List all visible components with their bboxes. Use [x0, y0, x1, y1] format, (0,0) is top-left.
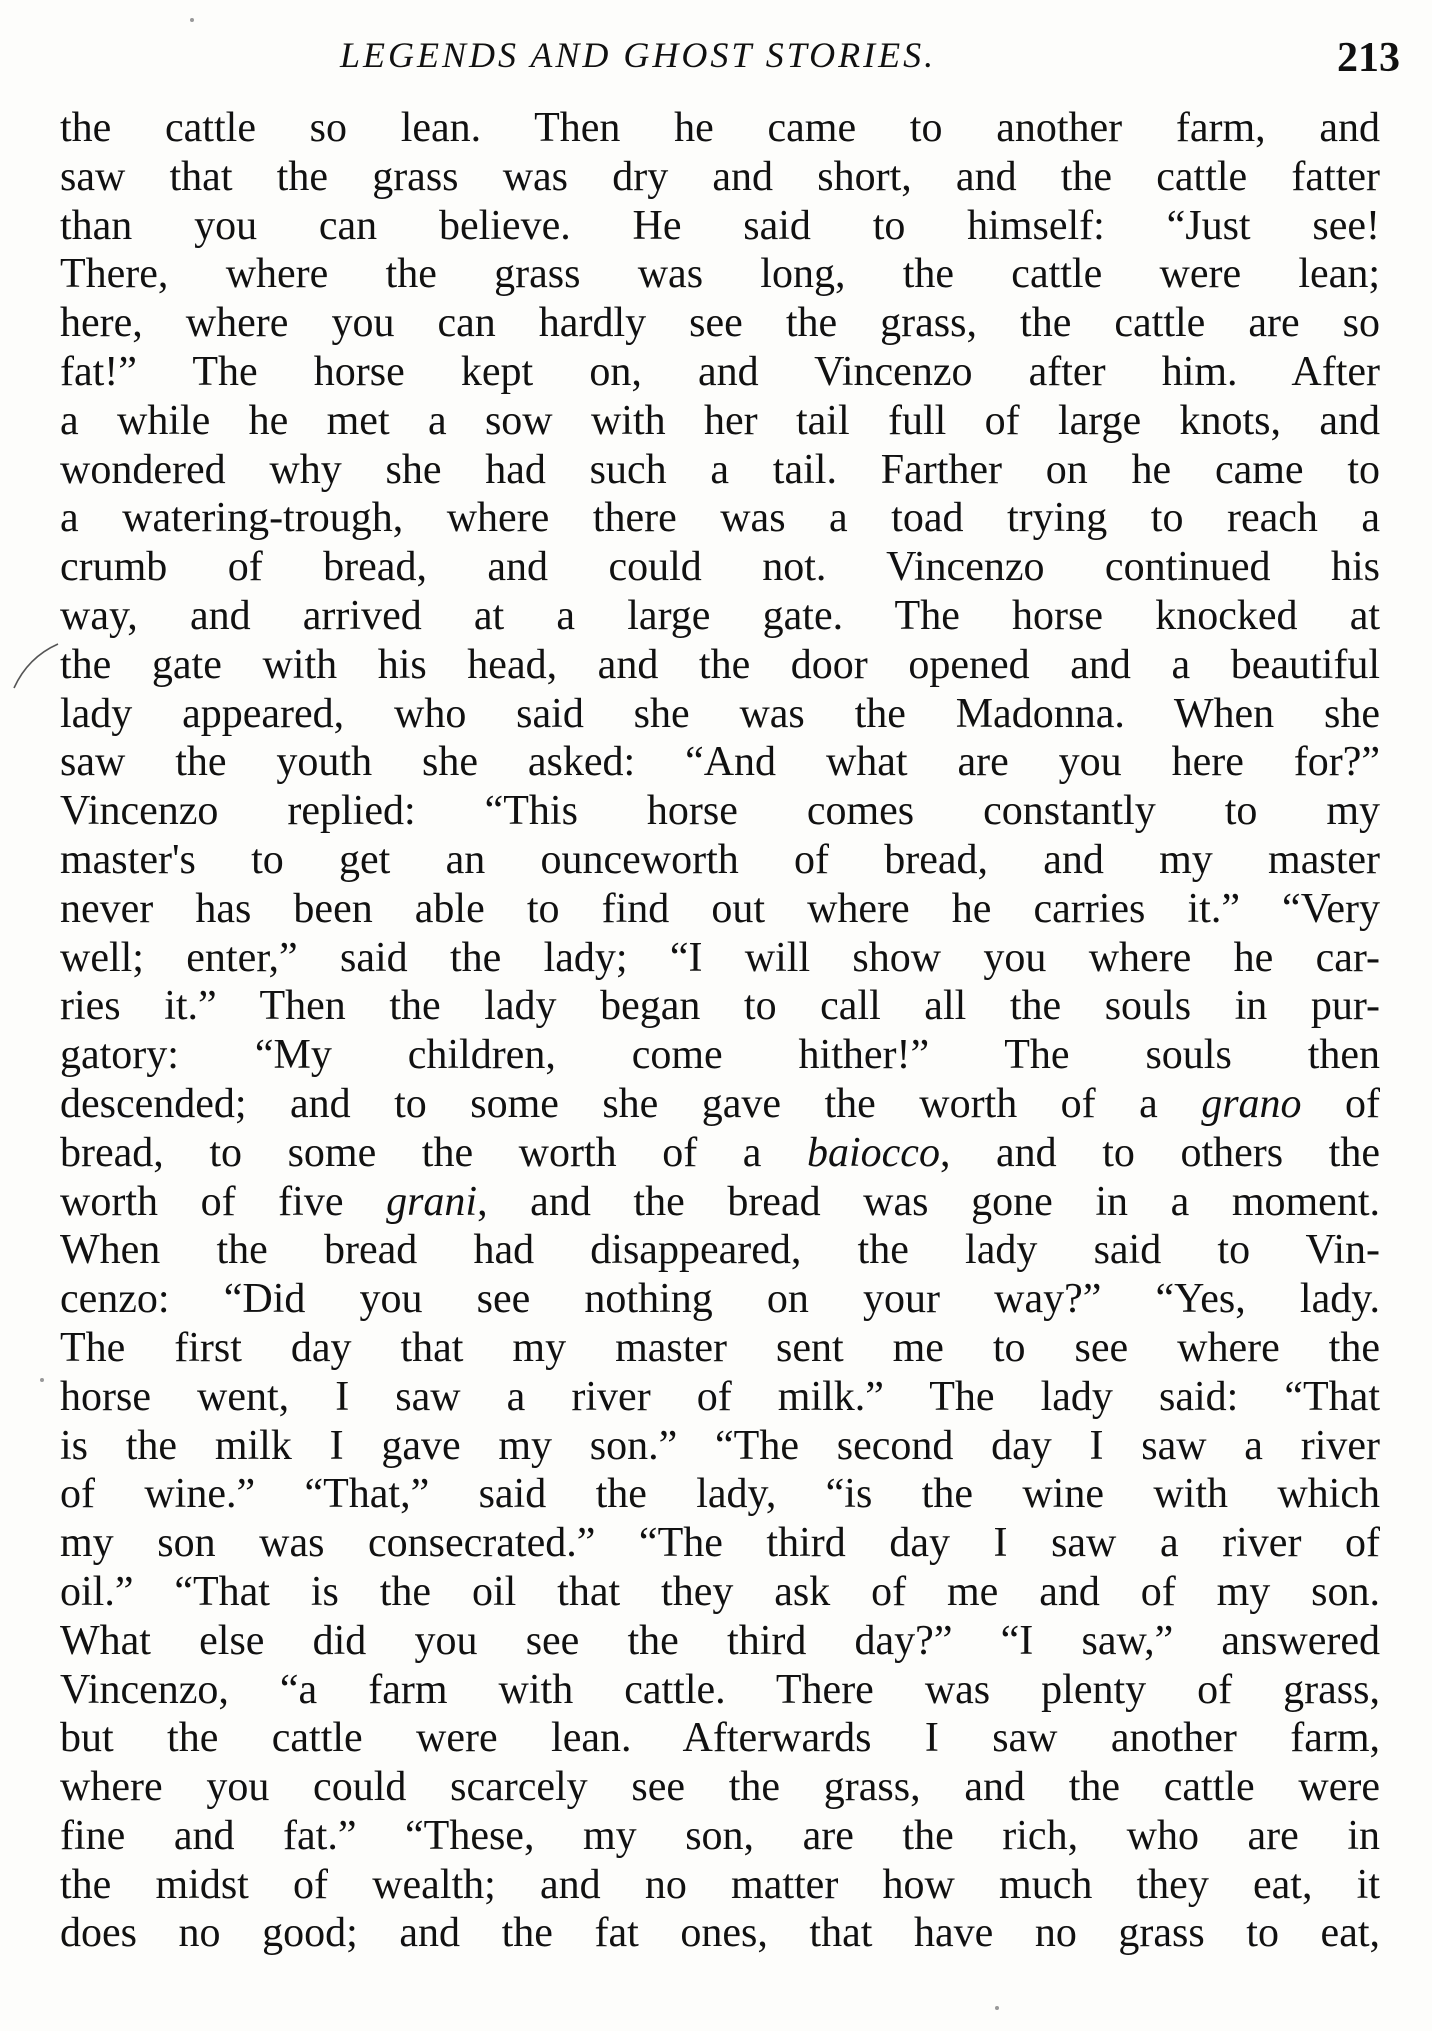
text-line: saw that the grass was dry and short, and the cattle fatter	[60, 153, 1380, 200]
text-line: What else did you see the third day?” “I saw,” answered	[60, 1617, 1380, 1664]
text-line: wondered why she had such a tail. Farther on he came to	[60, 446, 1380, 493]
text-line: ries it.” Then the lady began to call all the souls in pur-	[60, 983, 1380, 1030]
text-line: but the cattle were lean. Afterwards I saw another farm,	[60, 1715, 1380, 1762]
margin-pencil-mark	[6, 640, 66, 700]
text-line: fat!” The horse kept on, and Vincenzo after him. After	[60, 348, 1380, 395]
text-line: never has been able to find out where he carries it.” “Very	[60, 885, 1380, 932]
page-speck	[190, 18, 194, 22]
text-line: my son was consecrated.” “The third day I saw a river of	[60, 1520, 1380, 1567]
text-line: The first day that my master sent me to see where the	[60, 1324, 1380, 1371]
text-line: Vincenzo replied: “This horse comes constantly to my	[60, 788, 1380, 835]
text-line: crumb of bread, and could not. Vincenzo continued his	[60, 544, 1380, 591]
text-line: bread, to some the worth of a baiocco, and to others the	[60, 1129, 1380, 1176]
text-line: the gate with his head, and the door opened and a beautiful	[60, 641, 1380, 688]
text-line: There, where the grass was long, the cattle were lean;	[60, 251, 1380, 298]
text-line: way, and arrived at a large gate. The horse knocked at	[60, 592, 1380, 639]
text-line: saw the youth she asked: “And what are you here for?”	[60, 739, 1380, 786]
text-line: here, where you can hardly see the grass, the cattle are so	[60, 300, 1380, 347]
text-line: does no good; and the fat ones, that have no grass to eat,	[60, 1910, 1380, 1957]
text-line: a watering-trough, where there was a toad trying to reach a	[60, 495, 1380, 542]
text-line: lady appeared, who said she was the Madonna. When she	[60, 690, 1380, 737]
text-line: fine and fat.” “These, my son, are the rich, who are in	[60, 1812, 1380, 1859]
text-line: of wine.” “That,” said the lady, “is the wine with which	[60, 1471, 1380, 1518]
page-speck	[40, 1378, 44, 1382]
text-line: well; enter,” said the lady; “I will show you where he car-	[60, 934, 1380, 981]
running-head-title: LEGENDS AND GHOST STORIES.	[340, 35, 937, 75]
text-line: descended; and to some she gave the worth of a grano of	[60, 1080, 1380, 1127]
body-text	[60, 104, 1380, 1958]
italic-word: baiocco	[807, 1129, 940, 1176]
text-line: a while he met a sow with her tail full of large knots, and	[60, 397, 1380, 444]
text-line: the midst of wealth; and no matter how much they eat, it	[60, 1861, 1380, 1908]
text-line: cenzo: “Did you see nothing on your way?” “Yes, lady.	[60, 1276, 1380, 1323]
text-line: where you could scarcely see the grass, and the cattle were	[60, 1764, 1380, 1811]
text-line: oil.” “That is the oil that they ask of me and of my son.	[60, 1568, 1380, 1615]
text-line: horse went, I saw a river of milk.” The lady said: “That	[60, 1373, 1380, 1420]
page-number: 213	[1337, 35, 1400, 81]
text-line: master's to get an ounceworth of bread, and my master	[60, 836, 1380, 883]
text-line: is the milk I gave my son.” “The second day I saw a river	[60, 1422, 1380, 1469]
italic-word: grano	[1201, 1080, 1302, 1127]
page-speck	[995, 2006, 999, 2010]
text-line: Vincenzo, “a farm with cattle. There was plenty of grass,	[60, 1666, 1380, 1713]
running-head	[0, 28, 1432, 88]
text-line: When the bread had disappeared, the lady said to Vin-	[60, 1227, 1380, 1274]
text-line: gatory: “My children, come hither!” The souls then	[60, 1032, 1380, 1079]
text-line: worth of five grani, and the bread was gone in a moment.	[60, 1178, 1380, 1225]
italic-word: grani	[386, 1178, 478, 1225]
text-line: than you can believe. He said to himself: “Just see!	[60, 202, 1380, 249]
text-line: the cattle so lean. Then he came to another farm, and	[60, 105, 1380, 151]
